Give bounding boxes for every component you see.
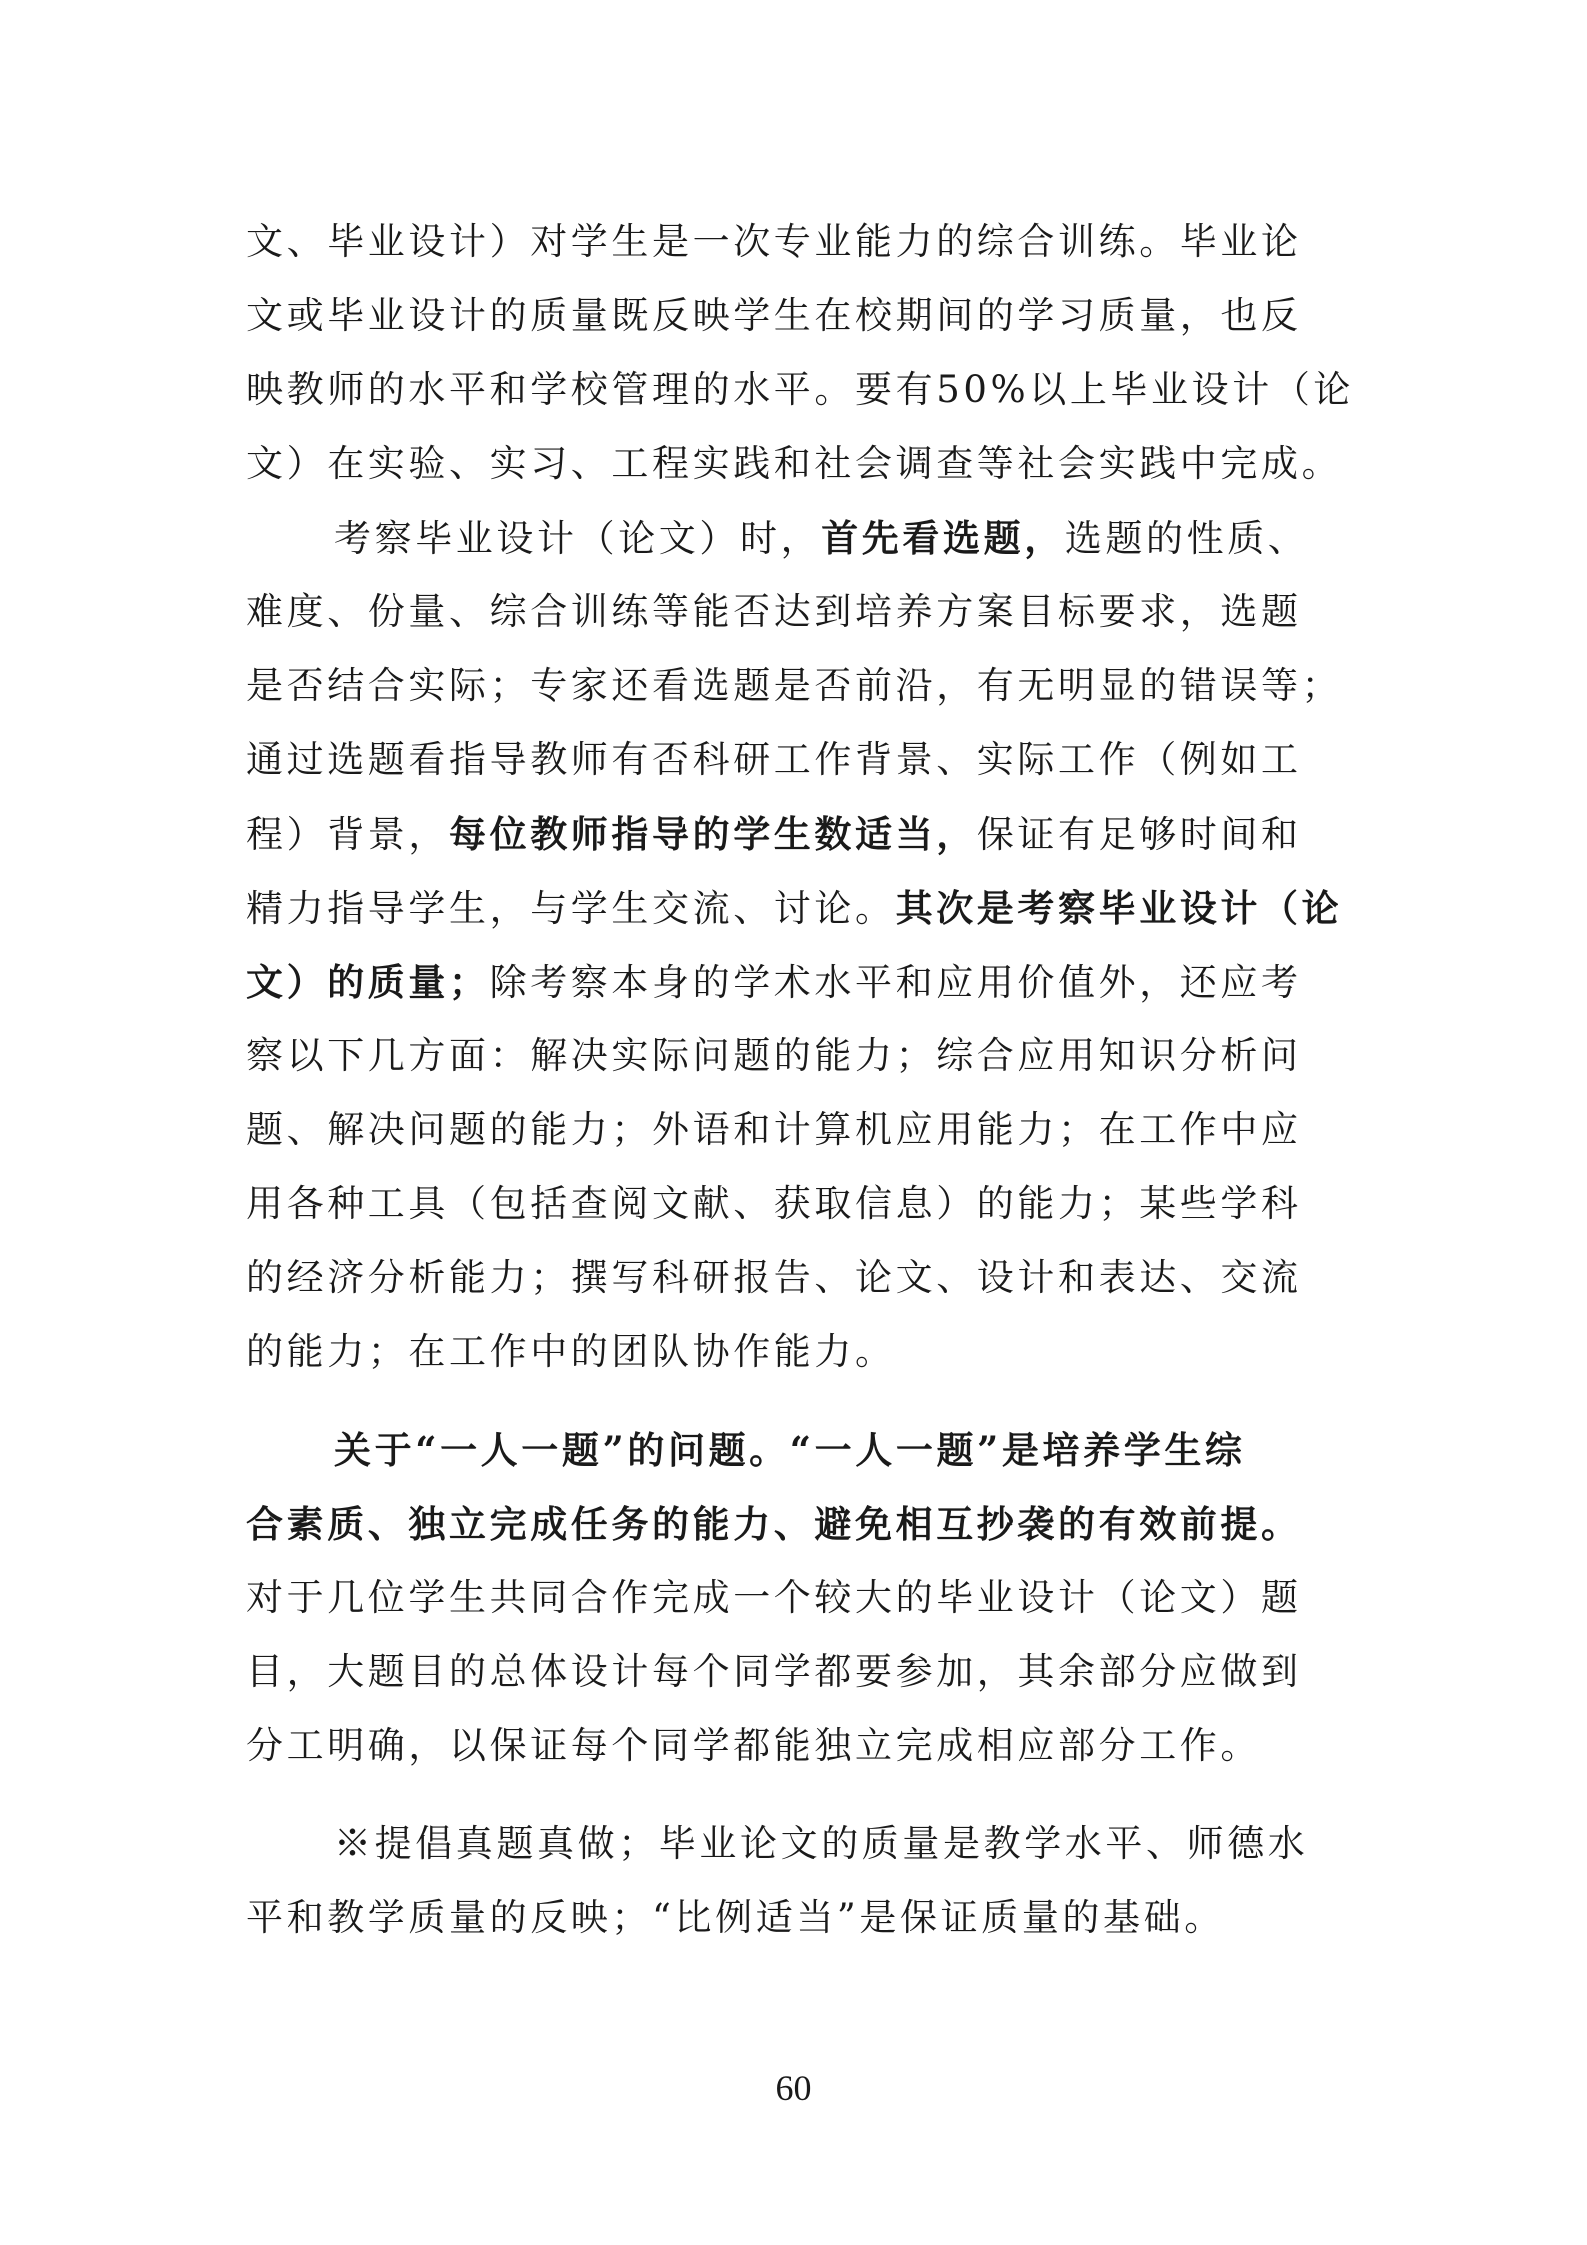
text-line bbox=[246, 1019, 1356, 1093]
text-line bbox=[246, 1413, 1356, 1487]
text-run: 精力指导学生，与学生交流、讨论。 bbox=[246, 887, 896, 930]
text-run: 察以下几方面：解决实际问题的能力；综合应用知识分析问 bbox=[246, 1034, 1302, 1077]
text-run: 通过选题看指导教师有否科研工作背景、实际工作（例如工 bbox=[246, 738, 1302, 781]
text-run: 文）在实验、实习、工程实践和社会调查等社会实践中完成。 bbox=[246, 442, 1343, 485]
text-line bbox=[246, 1635, 1356, 1709]
text-line bbox=[246, 1093, 1356, 1167]
bold-run: 文）的质量； bbox=[246, 960, 490, 1004]
text-line bbox=[246, 797, 1356, 871]
text-run: 文或毕业设计的质量既反映学生在校期间的学习质量，也反 bbox=[246, 294, 1302, 337]
text-run: 目，大题目的总体设计每个同学都要参加，其余部分应做到 bbox=[246, 1650, 1302, 1693]
text-line bbox=[246, 871, 1356, 945]
bold-run: 首先看选题， bbox=[821, 516, 1065, 560]
text-line bbox=[246, 353, 1356, 427]
text-line bbox=[246, 279, 1356, 353]
text-run: ※提倡真题真做；毕业论文的质量是教学水平、师德水 bbox=[334, 1822, 1309, 1865]
text-run: 选题的性质、 bbox=[1064, 517, 1309, 560]
bold-run: 合素质、独立完成任务的能力、避免相互抄袭的有效前提。 bbox=[246, 1502, 1302, 1546]
text-line bbox=[246, 427, 1356, 501]
text-line bbox=[246, 1487, 1356, 1561]
bold-run: 每位教师指导的学生数适当， bbox=[449, 812, 977, 856]
text-line bbox=[246, 1807, 1356, 1881]
text-run: 是否结合实际；专家还看选题是否前沿，有无明显的错误等； bbox=[246, 664, 1343, 707]
bold-run: 其次是考察毕业设计（论 bbox=[895, 886, 1343, 930]
text-line bbox=[246, 945, 1356, 1019]
text-run: 文、毕业设计）对学生是一次专业能力的综合训练。毕业论 bbox=[246, 220, 1302, 263]
page-number: 60 bbox=[775, 2068, 812, 2108]
text-line bbox=[246, 1315, 1356, 1389]
text-line bbox=[246, 649, 1356, 723]
text-line bbox=[246, 1241, 1356, 1315]
text-run: 难度、份量、综合训练等能否达到培养方案目标要求，选题 bbox=[246, 590, 1302, 633]
text-line bbox=[246, 723, 1356, 797]
text-run: 对于几位学生共同合作完成一个较大的毕业设计（论文）题 bbox=[246, 1576, 1302, 1619]
text-line bbox=[246, 1561, 1356, 1635]
text-run: 平和教学质量的反映；“比例适当”是保证质量的基础。 bbox=[246, 1896, 1225, 1939]
text-run: 考察毕业设计（论文）时， bbox=[334, 517, 822, 560]
text-run: 分工明确，以保证每个同学都能独立完成相应部分工作。 bbox=[246, 1724, 1261, 1767]
bold-run: 关于“一人一题”的问题。“一人一题”是培养学生综 bbox=[334, 1428, 1246, 1472]
text-line bbox=[246, 1167, 1356, 1241]
text-line bbox=[246, 1881, 1356, 1955]
text-run: 映教师的水平和学校管理的水平。要有50%以上毕业设计（论 bbox=[246, 368, 1355, 411]
text-line bbox=[246, 575, 1356, 649]
text-line bbox=[246, 205, 1356, 279]
text-line bbox=[246, 501, 1356, 575]
text-run: 保证有足够时间和 bbox=[976, 813, 1302, 856]
text-run: 的经济分析能力；撰写科研报告、论文、设计和表达、交流 bbox=[246, 1256, 1302, 1299]
text-line bbox=[246, 1709, 1356, 1783]
body-text bbox=[246, 205, 1356, 1955]
text-run: 除考察本身的学术水平和应用价值外，还应考 bbox=[489, 961, 1302, 1004]
text-run: 题、解决问题的能力；外语和计算机应用能力；在工作中应 bbox=[246, 1108, 1302, 1151]
text-run: 用各种工具（包括查阅文献、获取信息）的能力；某些学科 bbox=[246, 1182, 1302, 1225]
text-run: 程）背景， bbox=[246, 813, 449, 856]
text-run: 的能力；在工作中的团队协作能力。 bbox=[246, 1330, 896, 1373]
